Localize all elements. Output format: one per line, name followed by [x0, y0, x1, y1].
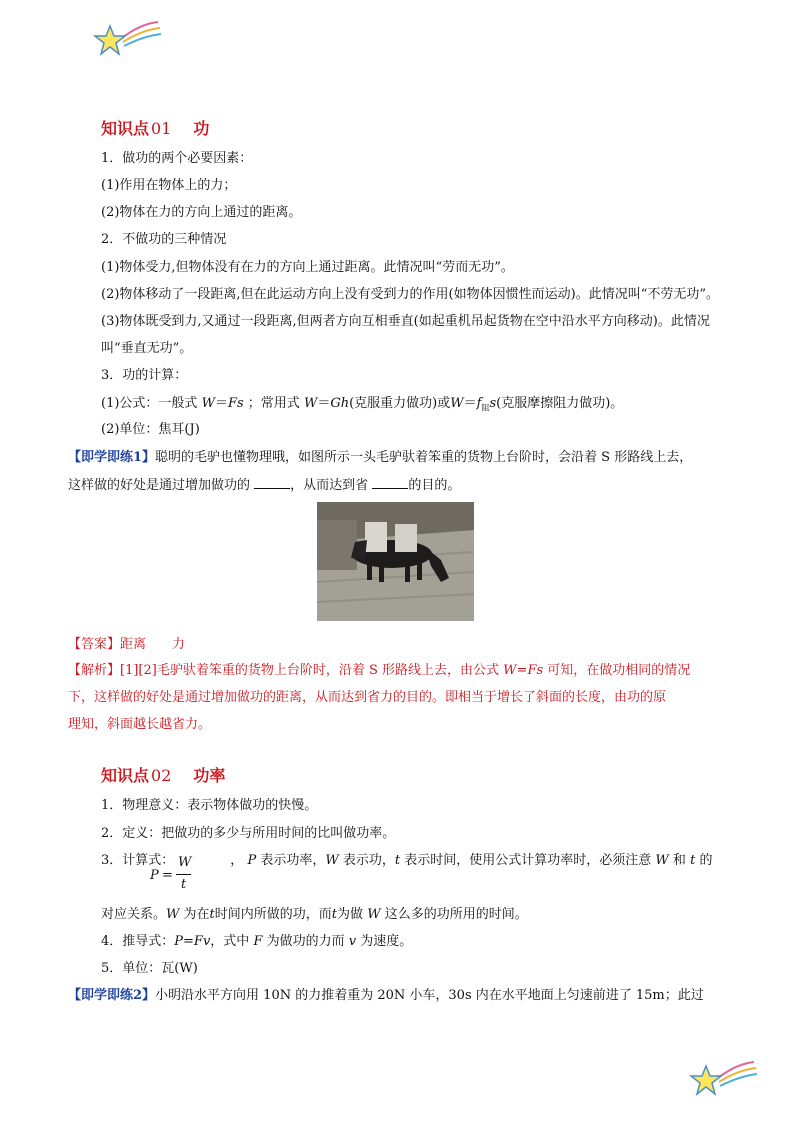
- var: t: [394, 853, 401, 868]
- answer-blank[interactable]: [372, 476, 408, 489]
- var: t: [181, 877, 187, 892]
- text: (克服重力做功)或: [349, 396, 451, 411]
- text: 4．推导式：: [101, 934, 175, 949]
- text: ，式中: [210, 934, 250, 949]
- text: 聪明的毛驴也懂物理哦，如图所示一头毛驴驮着笨重的货物上台阶时，会沿着 S 形路线上去，: [155, 450, 693, 465]
- var: W: [178, 855, 192, 870]
- text-line: 叫“垂直无功”。: [101, 341, 193, 356]
- text-line: 2．不做功的三种情况: [101, 232, 227, 247]
- section-title: 功: [193, 119, 210, 138]
- exercise-1-analysis: [68, 662, 690, 680]
- exercise-2-question: [68, 987, 704, 1005]
- text-line: (1)作用在物体上的力；: [101, 178, 237, 193]
- text: 的: [699, 853, 713, 868]
- text: ＝: [317, 396, 331, 411]
- var: W: [655, 853, 669, 868]
- var: P=Fv: [174, 934, 211, 949]
- var: Fs: [227, 396, 244, 411]
- var: P: [150, 868, 159, 883]
- text: 这样做的好处是通过增加做功的: [68, 478, 251, 493]
- var: W: [325, 853, 339, 868]
- exercise-1-question: [68, 449, 692, 467]
- var: t: [209, 907, 215, 922]
- var: W: [166, 907, 180, 922]
- text-line: (3)物体既受到力,又通过一段距离,但两者方向互相垂直(如起重机吊起货物在空中沿水平方向移动)。此情况: [101, 314, 710, 329]
- text-line: [101, 906, 528, 924]
- text: 3．计算式：: [101, 853, 175, 868]
- text-line: 3．功的计算：: [101, 368, 188, 383]
- var: s: [489, 396, 497, 411]
- shooting-star-icon: [688, 1058, 758, 1103]
- section-label: 知识点: [101, 766, 150, 785]
- subscript: 阻: [481, 403, 490, 413]
- section-title: 功率: [193, 766, 226, 785]
- text-line: (1)物体受力,但物体没有在力的方向上通过距离。此情况叫“劳而无功”。: [101, 260, 514, 275]
- exercise-1-answer: [68, 636, 185, 654]
- text: ＝: [463, 396, 477, 411]
- section-number: 02: [151, 766, 172, 785]
- text: 表示功率，: [260, 853, 326, 868]
- var: W: [503, 663, 517, 678]
- text: 为速度。: [360, 934, 413, 949]
- formula-line: [101, 852, 712, 870]
- text: 这么多的功所用的时间。: [384, 907, 528, 922]
- var: v: [348, 934, 357, 949]
- text-line: 1．做功的两个必要因素：: [101, 151, 253, 166]
- text-line: (2)单位：焦耳(J): [101, 422, 200, 437]
- text: 小明沿水平方向用 10N 的力推着重为 20N 小车，30s 内在水平地面上匀速前进了 15m；此过: [155, 988, 704, 1003]
- section-number: 01: [151, 119, 172, 138]
- text: ，: [230, 853, 244, 868]
- analysis-tag: 【解析】: [68, 663, 121, 678]
- exercise-tag: 【即学即练1】: [68, 450, 156, 465]
- var: f: [476, 396, 482, 411]
- text: 和: [672, 853, 686, 868]
- fraction-bar: [176, 874, 191, 875]
- text: 为在: [183, 907, 210, 922]
- var: W: [367, 907, 381, 922]
- power-formula: [150, 855, 192, 895]
- text-line: 理知，斜面越长越省力。: [68, 717, 212, 732]
- section-heading-01: [101, 116, 209, 139]
- var: W: [201, 396, 215, 411]
- section-label: 知识点: [101, 119, 150, 138]
- text: =: [162, 868, 173, 883]
- text-line: (2)物体移动了一段距离,但在此运动方向上没有受到力的作用(如物体因惯性而运动)。此情况叫“不劳无功”。: [101, 287, 719, 302]
- text-line: 下，这样做的好处是通过增加做功的距离，从而达到省力的目的。即相当于增长了斜面的长度，由功的原: [68, 690, 667, 705]
- text: 的目的。: [408, 478, 461, 493]
- answer-text: 距离 力: [120, 637, 186, 652]
- text: ＝: [214, 396, 228, 411]
- text: (1)公式：一般式: [101, 396, 198, 411]
- text: [1][2]毛驴驮着笨重的货物上台阶时，沿着 S 形路线上去，由公式: [120, 663, 500, 678]
- formula-line: [101, 395, 623, 418]
- text: ，从而达到省: [290, 478, 369, 493]
- text: 可知，在做功相同的情况: [547, 663, 691, 678]
- var: W: [303, 396, 318, 411]
- var: P: [247, 853, 257, 868]
- text-line: 1．物理意义：表示物体做功的快慢。: [101, 798, 318, 813]
- donkey-photo: [317, 502, 474, 621]
- text: =: [516, 663, 528, 678]
- text: 为做功的力而: [266, 934, 345, 949]
- text: 表示功，: [342, 853, 395, 868]
- text-line: 5．单位：瓦(W): [101, 961, 198, 976]
- var: W: [450, 396, 464, 411]
- text: 对应关系。: [101, 907, 167, 922]
- answer-tag: 【答案】: [68, 637, 121, 652]
- exercise-1-question-cont: [68, 476, 460, 495]
- var: Fs: [527, 663, 544, 678]
- text-line: [101, 933, 412, 951]
- text: (克服摩擦阻力做功)。: [496, 396, 624, 411]
- text-line: (2)物体在力的方向上通过的距离。: [101, 205, 302, 220]
- text: 表示时间，使用公式计算功率时，必须注意: [404, 853, 652, 868]
- var: t: [331, 907, 338, 922]
- text: 时间内所做的功，而: [214, 907, 332, 922]
- exercise-tag: 【即学即练2】: [68, 988, 156, 1003]
- shooting-star-icon: [92, 18, 162, 63]
- answer-blank[interactable]: [254, 476, 290, 489]
- var: t: [690, 853, 696, 868]
- text: ；常用式: [247, 396, 300, 411]
- section-heading-02: [101, 763, 225, 786]
- text: 为做: [337, 907, 364, 922]
- var: F: [253, 934, 263, 949]
- var: Gh: [330, 396, 350, 411]
- text-line: 2．定义：把做功的多少与所用时间的比叫做功率。: [101, 826, 396, 841]
